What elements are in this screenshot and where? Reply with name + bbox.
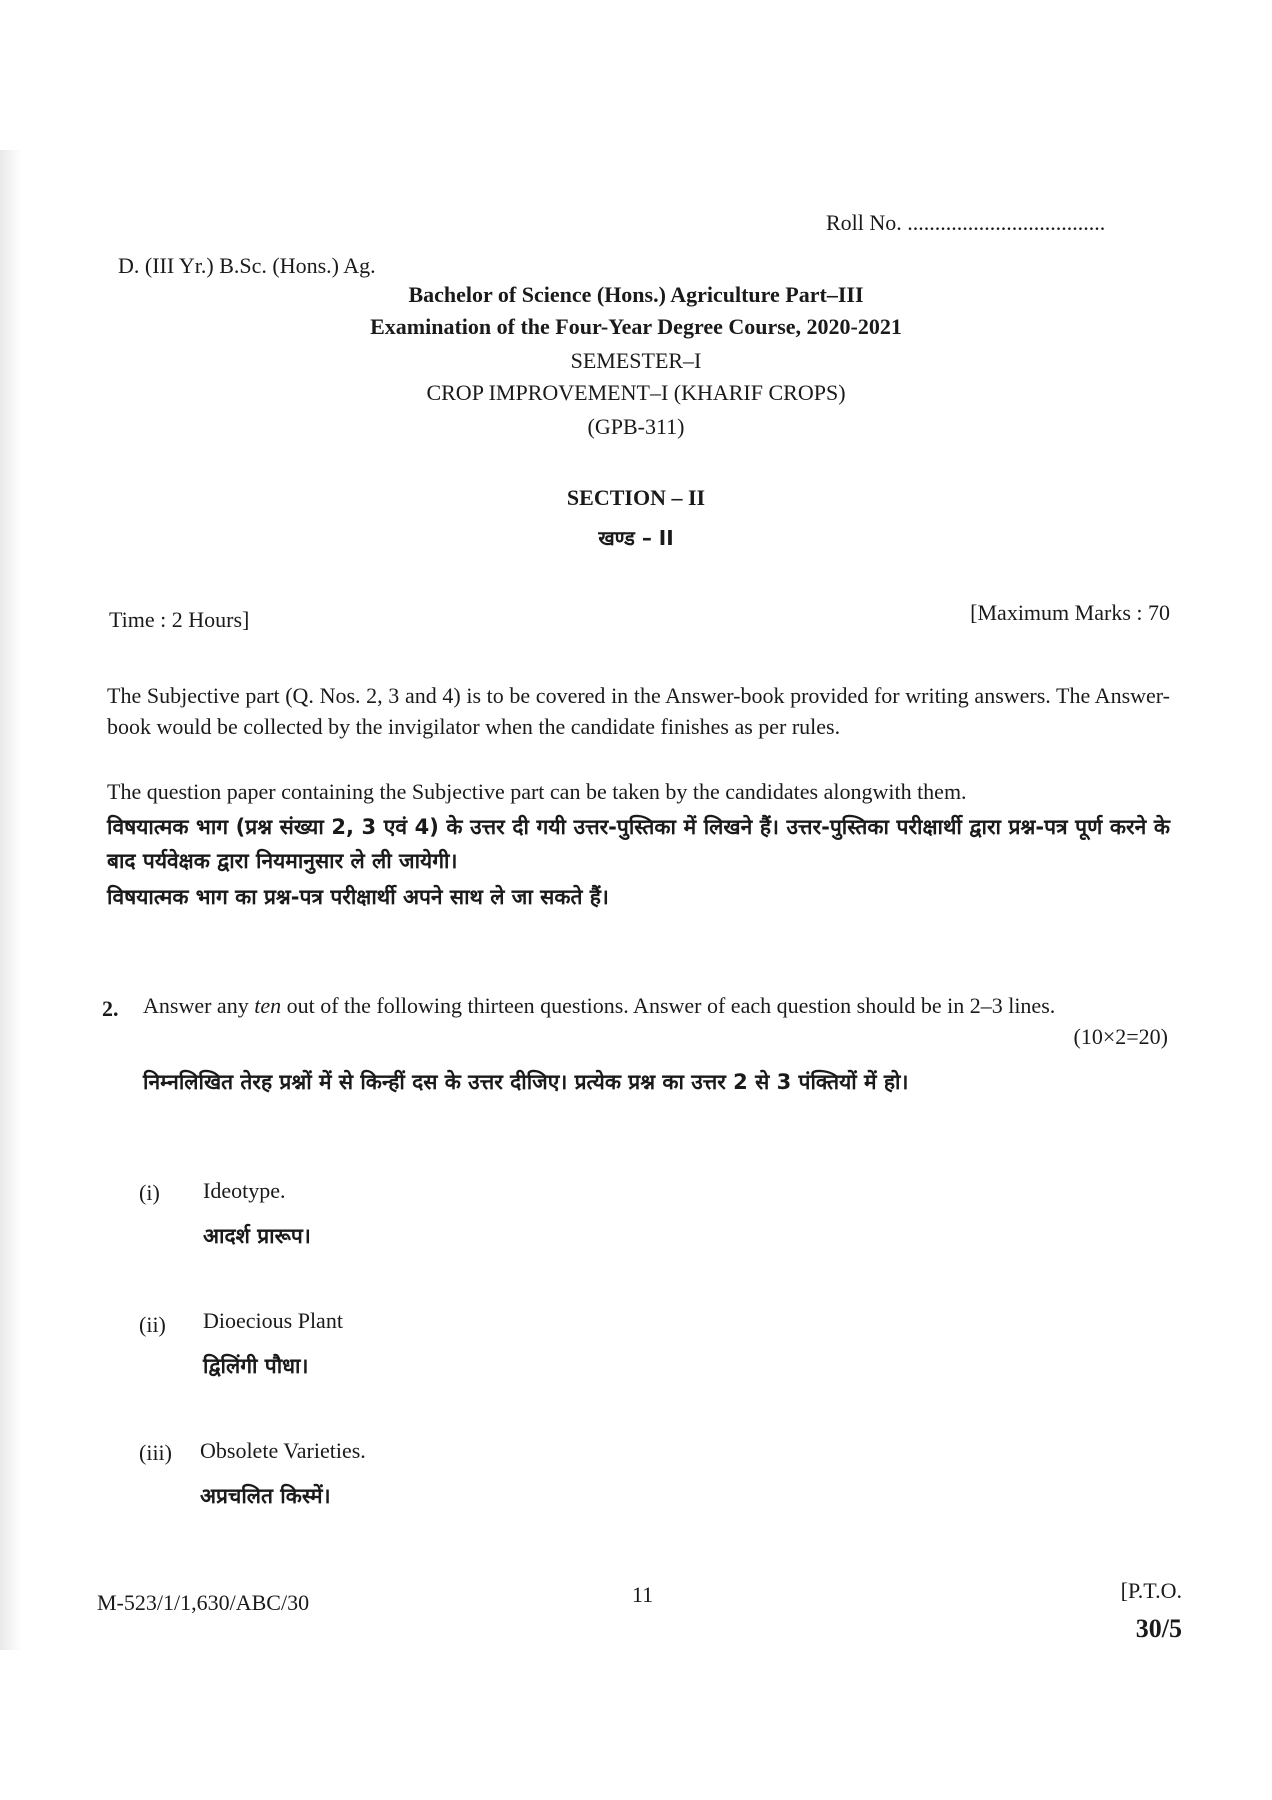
maximum-marks: [Maximum Marks : 70: [970, 600, 1170, 625]
sub-question-english: Dioecious Plant: [203, 1308, 343, 1333]
sub-question-hindi: आदर्श प्रारूप।: [203, 1224, 311, 1248]
instruction-english-2: The question paper containing the Subjective part can be taken by the candidates alongwith them.: [107, 779, 967, 804]
time-allowed: Time : 2 Hours]: [109, 607, 250, 632]
sub-question-label: (i): [139, 1180, 160, 1205]
instruction-hindi-1: विषयात्मक भाग (प्रश्न संख्या 2, 3 एवं 4) के उत्तर दी गयी उत्तर-पुस्तिका में लिखने हैं। उत्तर-पुस्तिका परीक्षार्थी द्वारा प्रश्न-पत्र पूर्ण करने के बाद पर्यवेक्षक द्वारा नियमानुसार ले ली जायेगी।: [107, 815, 1170, 873]
question-number: 2.: [102, 996, 119, 1021]
exam-subtitle: Examination of the Four-Year Degree Course, 2020-2021: [370, 314, 902, 339]
paper-number: 30/5: [1135, 1614, 1182, 1643]
course-code: D. (III Yr.) B.Sc. (Hons.) Ag.: [118, 253, 376, 278]
please-turn-over: [P.T.O.: [1120, 1578, 1182, 1603]
subject-title: CROP IMPROVEMENT–I (KHARIF CROPS): [426, 380, 846, 405]
section-heading: SECTION – II: [566, 485, 706, 510]
question-marks: (10×2=20): [1073, 1024, 1168, 1049]
page-number: 11: [632, 1582, 654, 1607]
scan-edge-shadow: [0, 150, 22, 1650]
question-text-end: out of the following thirteen questions. Answer of each question should be in 2–3 lines.: [281, 993, 1056, 1018]
sub-question-english: Ideotype.: [203, 1178, 286, 1203]
sub-question-hindi: द्विलिंगी पौधा।: [203, 1354, 309, 1378]
sub-question-english: Obsolete Varieties.: [200, 1438, 366, 1463]
question-text-emphasis: ten: [254, 993, 282, 1018]
sub-question-hindi: अप्रचलित किस्में।: [200, 1484, 331, 1508]
paper-serial-code: M-523/1/1,630/ABC/30: [97, 1590, 310, 1615]
section-heading-hindi: खण्ड – II: [598, 526, 674, 550]
question-text-start: Answer any: [143, 993, 255, 1018]
question-text: [143, 988, 1168, 1024]
question-text-hindi: निम्नलिखित तेरह प्रश्नों में से किन्हीं दस के उत्तर दीजिए। प्रत्येक प्रश्न का उत्तर 2 से 3 पंक्तियों में हो।: [143, 1070, 909, 1094]
semester-label: SEMESTER–I: [570, 348, 702, 373]
sub-question-label: (iii): [139, 1440, 172, 1465]
instruction-english-1: The Subjective part (Q. Nos. 2, 3 and 4) is to be covered in the Answer-book provided for writing answers. The Answer-book would be collected by the invigilator when the candidate finishes as per rules.: [107, 683, 1170, 739]
instruction-hindi-2: विषयात्मक भाग का प्रश्न-पत्र परीक्षार्थी अपने साथ ले जा सकते हैं।: [107, 885, 609, 909]
exam-title: Bachelor of Science (Hons.) Agriculture Part–III: [408, 282, 864, 307]
sub-question-label: (ii): [139, 1312, 166, 1337]
paper-code: (GPB-311): [587, 414, 685, 439]
roll-number-field: Roll No. ....................................: [826, 210, 1106, 235]
